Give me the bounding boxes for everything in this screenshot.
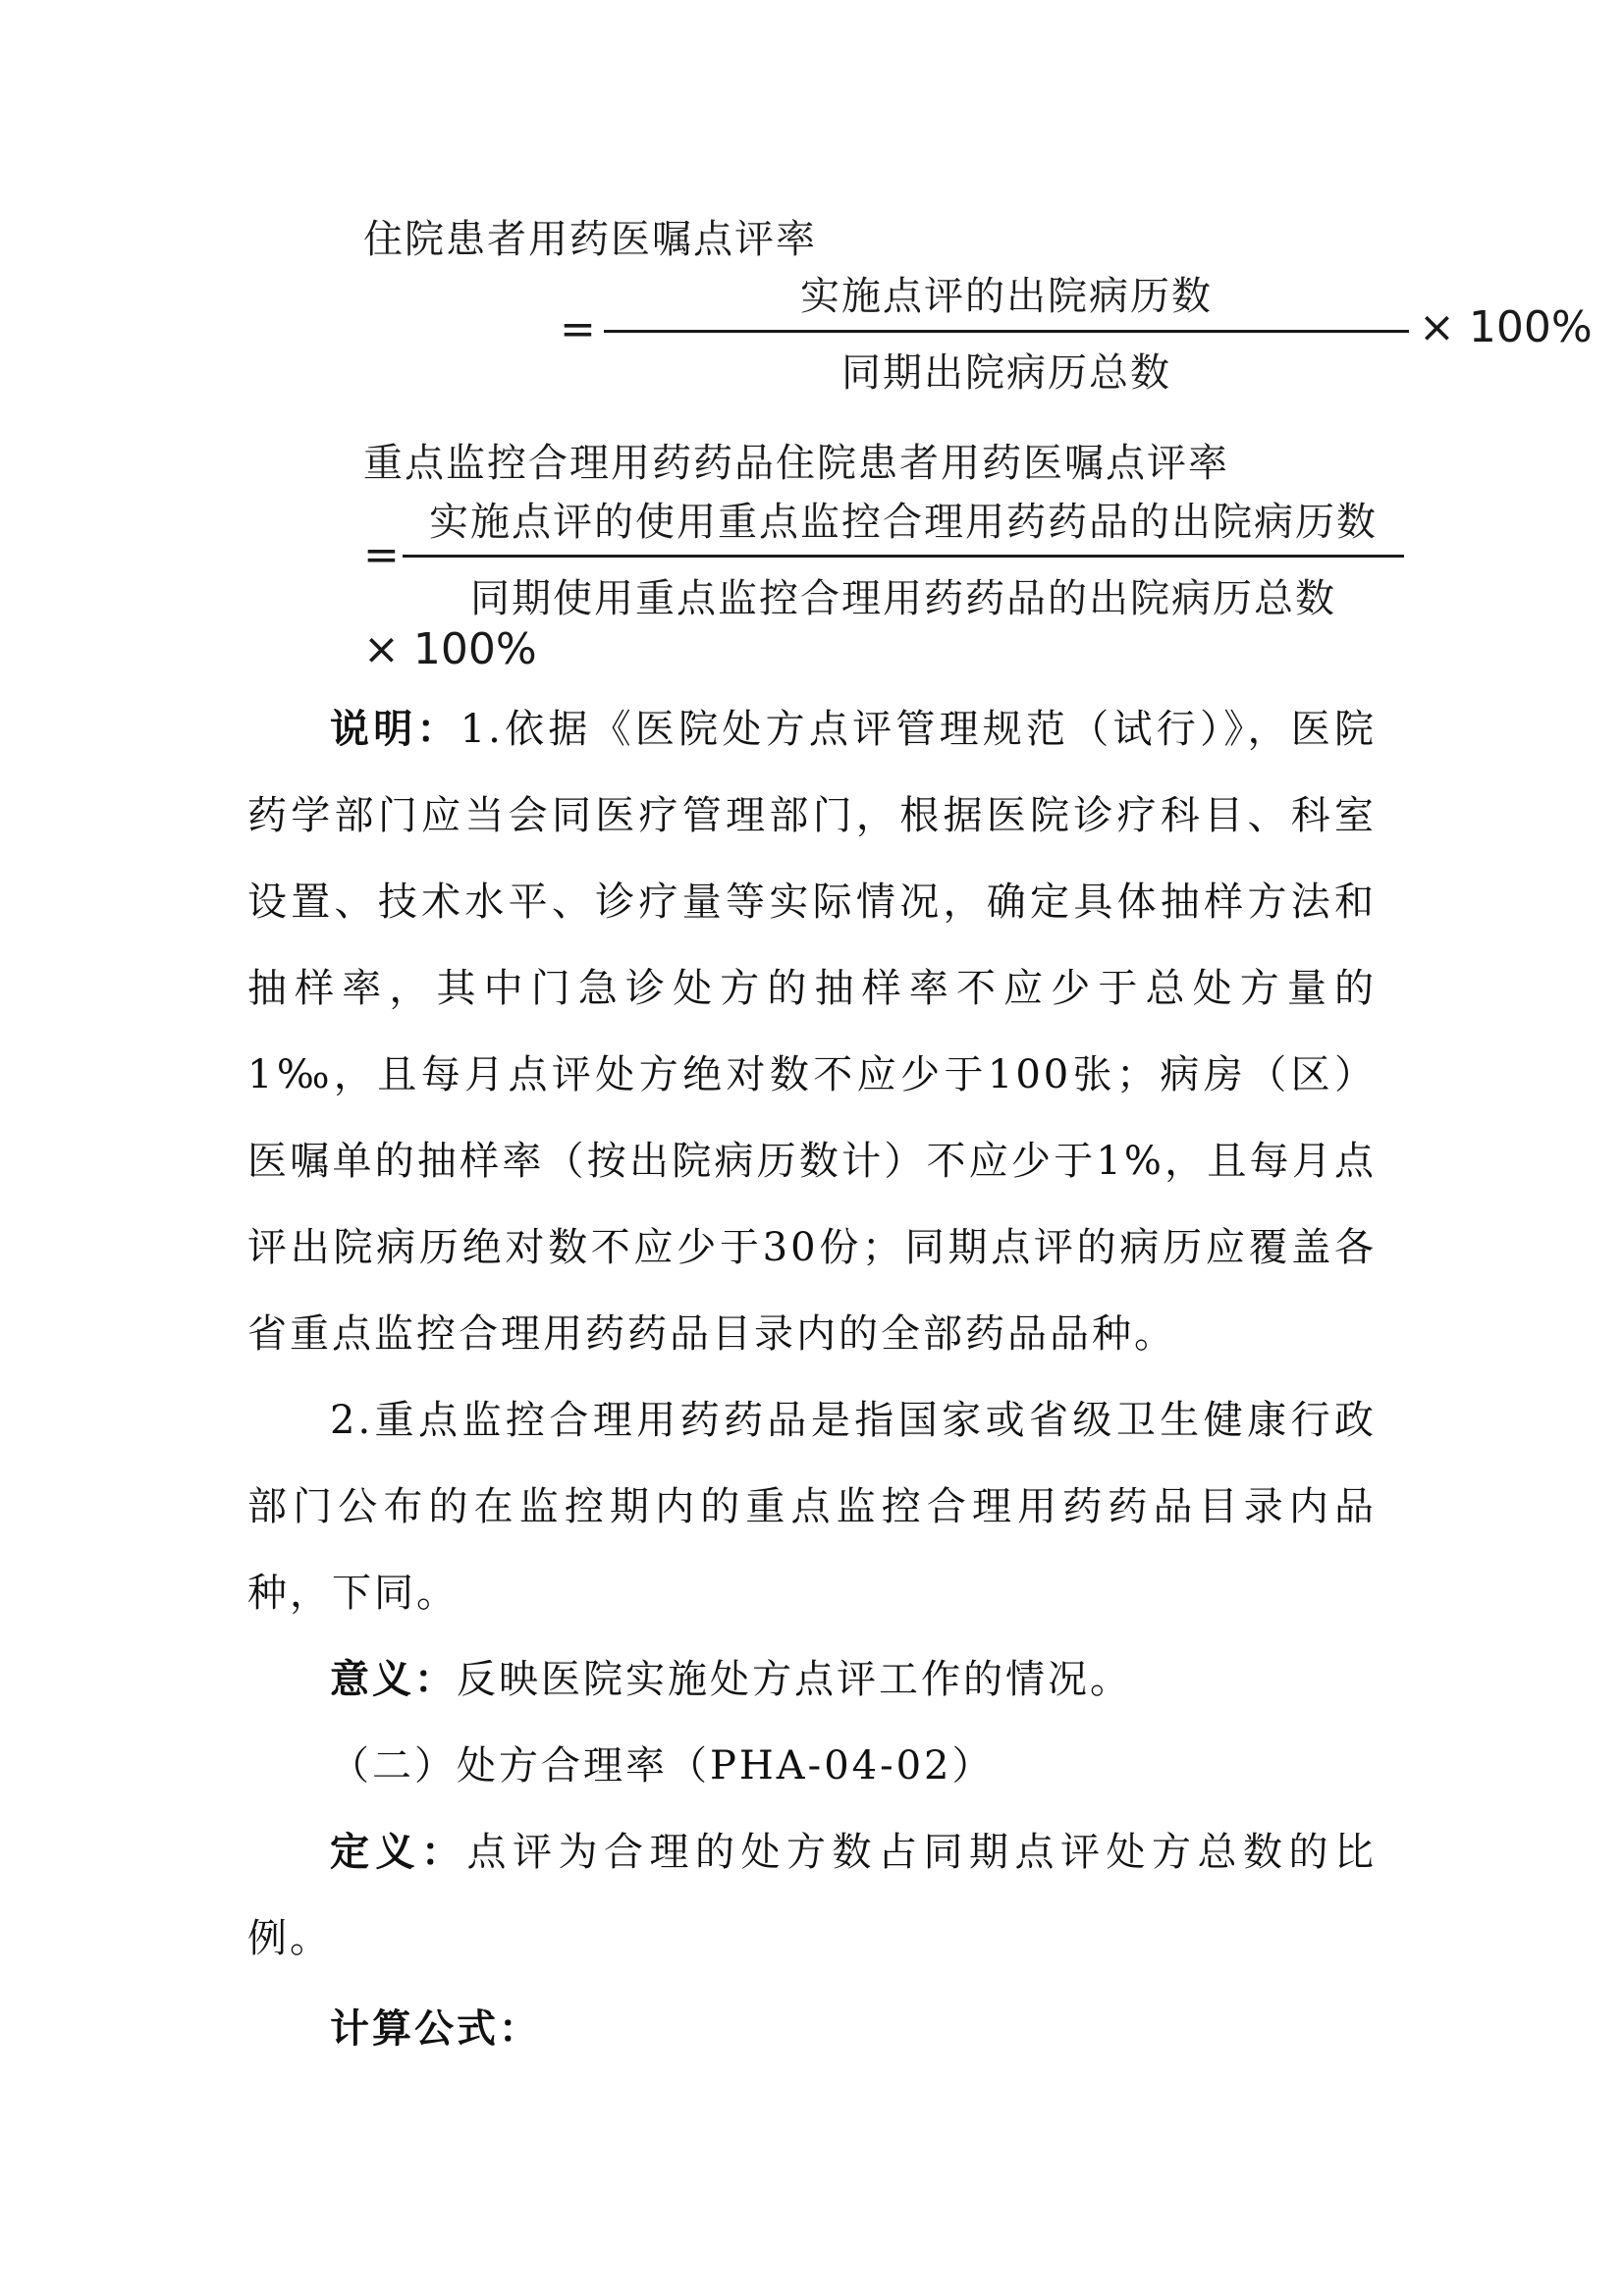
formula-heading [247,1986,1377,2072]
significance-label: 意义： [330,1657,457,1702]
significance-paragraph [247,1636,1377,1723]
fraction-numerator: 实施点评的出院病历数 [800,274,1213,319]
explanation-text-1: 1.依据《医院处方点评管理规范（试行）》，医院药学部门应当会同医疗管理部门，根据医院诊疗科目、科室设置、技术水平、诊疗量等实际情况，确定具体抽样方法和抽样率，其中门急诊处方的抽样率不应少于总处方量的1‰，且每月点评处方绝对数不应少于100张；病房（区）医嘱单的抽样率（按出院病历数计）不应少于1%，且每月点评出院病历绝对数不应少于30份；同期点评的病历应覆盖各省重点监控合理用药药品目录内的全部药品品种。 [247,707,1377,1357]
formula-heading-label: 计算公式： [330,2006,541,2052]
fraction-numerator: 实施点评的使用重点监控合理用药药品的出院病历数 [429,500,1378,545]
fraction-bar [403,555,1404,558]
multiplier: × 100% [363,624,537,674]
formula-title: 住院患者用药医嘱点评率 [363,217,817,262]
fraction-denominator: 同期使用重点监控合理用药药品的出院病历总数 [470,576,1336,621]
definition-label: 定义： [330,1830,467,1875]
fraction-bar [604,330,1409,333]
section-heading [247,1723,1377,1809]
explanation-text-2: 2.重点监控合理用药药品是指国家或省级卫生健康行政部门公布的在监控期内的重点监控合理用药药品目录内品种，下同。 [247,1398,1377,1616]
equals-sign: = [363,530,400,580]
formula-title: 重点监控合理用药药品住院患者用药医嘱点评率 [363,441,1229,486]
equals-sign: = [560,304,596,354]
explanation-paragraph-1 [247,686,1377,1377]
explanation-label: 说明： [330,707,460,752]
definition-paragraph [247,1809,1377,1982]
section-heading-text: （二）处方合理率（PHA-04-02） [330,1743,995,1789]
multiplier: × 100% [1419,302,1593,352]
explanation-paragraph-2 [247,1377,1377,1636]
fraction-denominator: 同期出院病历总数 [841,350,1171,396]
definition-text: 点评为合理的处方数占同期点评处方总数的比例。 [247,1830,1377,1961]
significance-text: 反映医院实施处方点评工作的情况。 [457,1657,1132,1702]
